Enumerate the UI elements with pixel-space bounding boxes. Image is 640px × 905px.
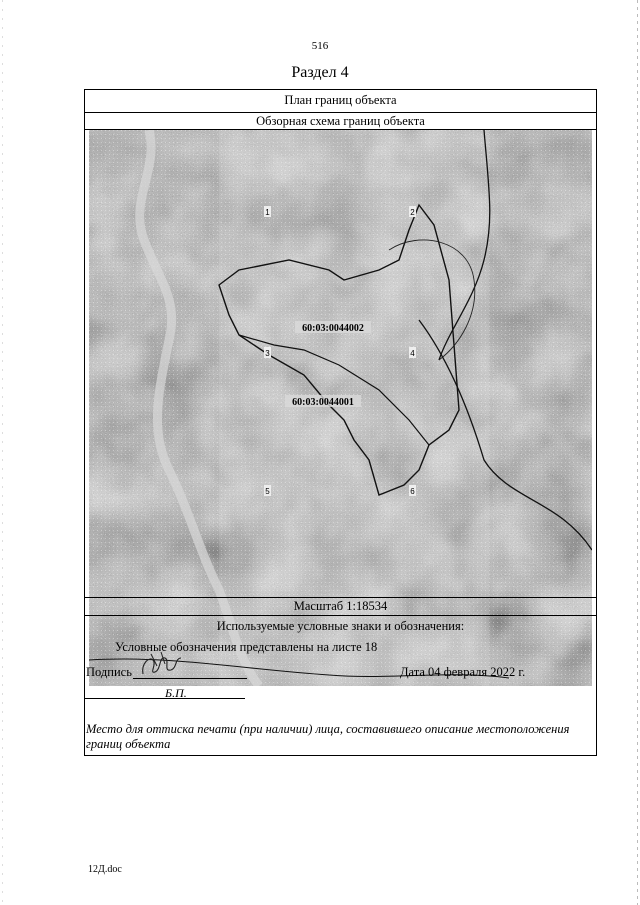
scan-edge-right: [637, 0, 638, 905]
row-divider: [85, 597, 596, 598]
legend-title: Используемые условные знаки и обозначения:: [216, 619, 465, 633]
handwritten-signature: [137, 650, 187, 682]
grid-marker-3-label: 3: [265, 349, 270, 358]
document-date: Дата 04 февраля 2022 г.: [400, 665, 526, 679]
parcel-label-60-03-0044001: 60:03:0044001: [292, 397, 354, 408]
legend-text: Условные обозначения представлены на листе 18: [115, 640, 378, 654]
grid-marker-2-label: 2: [410, 208, 415, 217]
boundary-plan-table: [84, 89, 597, 756]
map-scale: Масштаб 1:18534: [293, 599, 388, 613]
footer-filename: 12Д.doc: [88, 864, 122, 875]
grid-marker-1-label: 1: [265, 208, 270, 217]
table-subheader: Обзорная схема границ объекта: [256, 114, 425, 128]
table-header: План границ объекта: [284, 93, 397, 107]
parcel-label-60-03-0044002: 60:03:0044002: [302, 323, 364, 334]
row-divider: [85, 112, 596, 113]
grid-marker-4-label: 4: [410, 349, 415, 358]
section-title: Раздел 4: [291, 64, 349, 81]
signature-initials: Б.П.: [165, 686, 187, 700]
grid-marker-5-label: 5: [265, 487, 270, 496]
scan-edge-left: [2, 0, 3, 905]
initials-line: [85, 698, 245, 699]
page-number: 516: [311, 40, 329, 52]
stamp-placeholder-note: Место для оттиска печати (при наличии) лица, составившего описание местоположения границ объекта: [86, 722, 570, 751]
row-divider: [85, 615, 596, 616]
signature-label: Подпись: [86, 665, 132, 679]
grid-marker-6-label: 6: [410, 487, 415, 496]
